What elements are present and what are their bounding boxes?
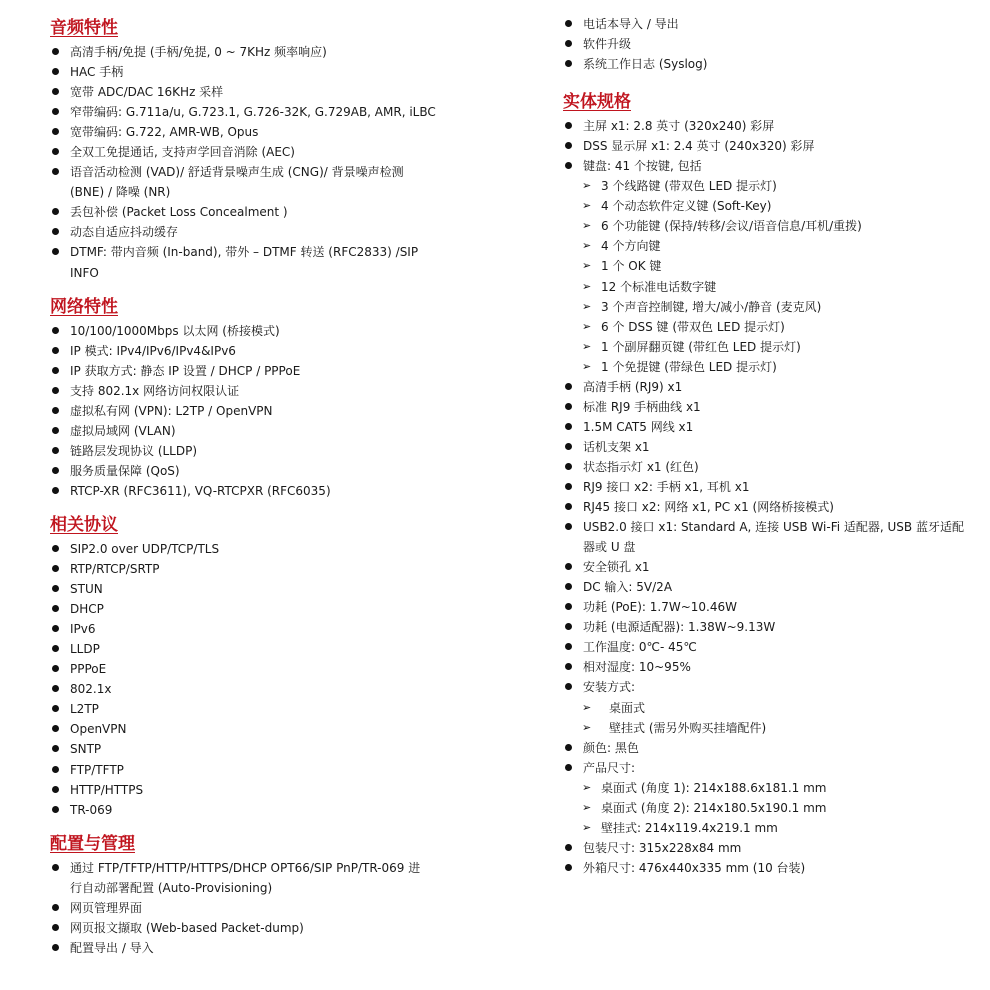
sub-list-item: ➢ 1 个 OK 键 [563,256,973,276]
physical-list [563,116,973,176]
list-item: RJ9 接口 x2: 手柄 x1, 耳机 x1 [563,477,973,497]
list-item: 电话本导入 / 导出 [563,14,973,34]
list-item: 语音活动检测 (VAD)/ 舒适背景噪声生成 (CNG)/ 背景噪声检测 (BNE) / 降噪 (NR) [50,162,430,202]
sub-list-item: ➢ 4 个方向键 [563,236,973,256]
physical-list-packaging [563,838,973,878]
list-item: 颜色: 黑色 [563,738,973,758]
sub-list-item: ➢ 桌面式 (角度 1): 214x188.6x181.1 mm [563,778,973,798]
list-item: USB2.0 接口 x1: Standard A, 连接 USB Wi-Fi 适配器, USB 蓝牙适配器或 U 盘 [563,517,973,557]
list-item: 10/100/1000Mbps 以太网 (桥接模式) [50,321,520,341]
left-column [50,14,520,958]
network-list [50,321,520,501]
list-item: 802.1x [50,679,520,699]
sub-list-item: ➢ 壁挂式 (需另外购买挂墙配件) [563,718,973,738]
list-item: IP 模式: IPv4/IPv6/IPv4&IPv6 [50,341,520,361]
list-item: 虚拟局域网 (VLAN) [50,421,520,441]
list-item: DSS 显示屏 x1: 2.4 英寸 (240x320) 彩屏 [563,136,973,156]
list-item: 键盘: 41 个按键, 包括 [563,156,973,176]
list-item: DHCP [50,599,520,619]
list-item: 1.5M CAT5 网线 x1 [563,417,973,437]
list-item: 高清手柄 (RJ9) x1 [563,377,973,397]
list-item: 链路层发现协议 (LLDP) [50,441,520,461]
list-item: STUN [50,579,520,599]
list-item: SNTP [50,739,520,759]
list-item: 系统工作日志 (Syslog) [563,54,973,74]
mounting-sublist [563,698,973,738]
list-item: 支持 802.1x 网络访问权限认证 [50,381,520,401]
list-item: PPPoE [50,659,520,679]
list-item: 全双工免提通话, 支持声学回音消除 (AEC) [50,142,520,162]
right-column [563,14,973,878]
sub-list-item: ➢ 1 个副屏翻页键 (带红色 LED 提示灯) [563,337,973,357]
list-item: HAC 手柄 [50,62,520,82]
list-item: 通过 FTP/TFTP/HTTP/HTTPS/DHCP OPT66/SIP PnP/TR-069 进行自动部署配置 (Auto-Provisioning) [50,858,430,898]
list-item: 功耗 (电源适配器): 1.38W~9.13W [563,617,973,637]
list-item: 话机支架 x1 [563,437,973,457]
management-section-title: 配置与管理 [50,833,135,854]
sub-list-item: ➢ 6 个功能键 (保持/转移/会议/语音信息/耳机/重拨) [563,216,973,236]
list-item: SIP2.0 over UDP/TCP/TLS [50,539,520,559]
list-item: 主屏 x1: 2.8 英寸 (320x240) 彩屏 [563,116,973,136]
list-item: FTP/TFTP [50,760,520,780]
list-item: L2TP [50,699,520,719]
list-item: 包装尺寸: 315x228x84 mm [563,838,973,858]
list-item: RTP/RTCP/SRTP [50,559,520,579]
list-item: DTMF: 带内音频 (In-band), 带外 – DTMF 转送 (RFC2833) /SIP INFO [50,242,450,282]
list-item: 动态自适应抖动缓存 [50,222,520,242]
physical-list-continued [563,377,973,698]
list-item: RJ45 接口 x2: 网络 x1, PC x1 (网络桥接模式) [563,497,973,517]
list-item: 软件升级 [563,34,973,54]
list-item: 宽带编码: G.722, AMR-WB, Opus [50,122,520,142]
list-item: 安全锁孔 x1 [563,557,973,577]
list-item: 网页报文撷取 (Web-based Packet-dump) [50,918,520,938]
sub-list-item: ➢ 3 个声音控制键, 增大/减小/静音 (麦克风) [563,297,973,317]
list-item: 服务质量保障 (QoS) [50,461,520,481]
list-item: IP 获取方式: 静态 IP 设置 / DHCP / PPPoE [50,361,520,381]
list-item: 功耗 (PoE): 1.7W~10.46W [563,597,973,617]
audio-section-title: 音频特性 [50,18,118,38]
list-item: RTCP-XR (RFC3611), VQ-RTCPXR (RFC6035) [50,481,520,501]
list-item: TR-069 [50,800,520,820]
sub-list-item: ➢ 1 个免提键 (带绿色 LED 提示灯) [563,357,973,377]
list-item: 配置导出 / 导入 [50,938,520,958]
list-item: 网页管理界面 [50,898,520,918]
list-item: 工作温度: 0℃- 45℃ [563,637,973,657]
list-item: LLDP [50,639,520,659]
list-item: 虚拟私有网 (VPN): L2TP / OpenVPN [50,401,520,421]
list-item: 高清手柄/免提 (手柄/免提, 0 ~ 7KHz 频率响应) [50,42,520,62]
list-item: 窄带编码: G.711a/u, G.723.1, G.726-32K, G.729AB, AMR, iLBC [50,102,520,122]
sub-list-item: ➢ 桌面式 (角度 2): 214x180.5x190.1 mm [563,798,973,818]
protocols-list [50,539,520,820]
list-item: 丢包补偿 (Packet Loss Concealment ) [50,202,520,222]
list-item: IPv6 [50,619,520,639]
sub-list-item: ➢ 壁挂式: 214x119.4x219.1 mm [563,818,973,838]
list-item: 宽带 ADC/DAC 16KHz 采样 [50,82,520,102]
physical-section-title: 实体规格 [563,92,631,113]
management-list [50,858,520,958]
list-item: 标准 RJ9 手柄曲线 x1 [563,397,973,417]
list-item: DC 输入: 5V/2A [563,577,973,597]
physical-list-color-size [563,738,973,778]
sub-list-item: ➢ 3 个线路键 (带双色 LED 提示灯) [563,176,973,196]
sub-list-item: ➢ 4 个动态软件定义键 (Soft-Key) [563,196,973,216]
sub-list-item: ➢ 12 个标准电话数字键 [563,277,973,297]
list-item: 外箱尺寸: 476x440x335 mm (10 台装) [563,858,973,878]
sub-list-item: ➢ 6 个 DSS 键 (带双色 LED 提示灯) [563,317,973,337]
network-section-title: 网络特性 [50,296,118,317]
list-item: 安装方式: [563,677,973,697]
list-item: OpenVPN [50,719,520,739]
audio-list [50,42,520,283]
list-item: 产品尺寸: [563,758,973,778]
list-item: 状态指示灯 x1 (红色) [563,457,973,477]
management-continued-list [563,14,973,74]
list-item: HTTP/HTTPS [50,780,520,800]
sub-list-item: ➢ 桌面式 [563,698,973,718]
protocols-section-title: 相关协议 [50,514,118,535]
list-item: 相对湿度: 10~95% [563,657,973,677]
keys-sublist [563,176,973,376]
dimensions-sublist [563,778,973,838]
